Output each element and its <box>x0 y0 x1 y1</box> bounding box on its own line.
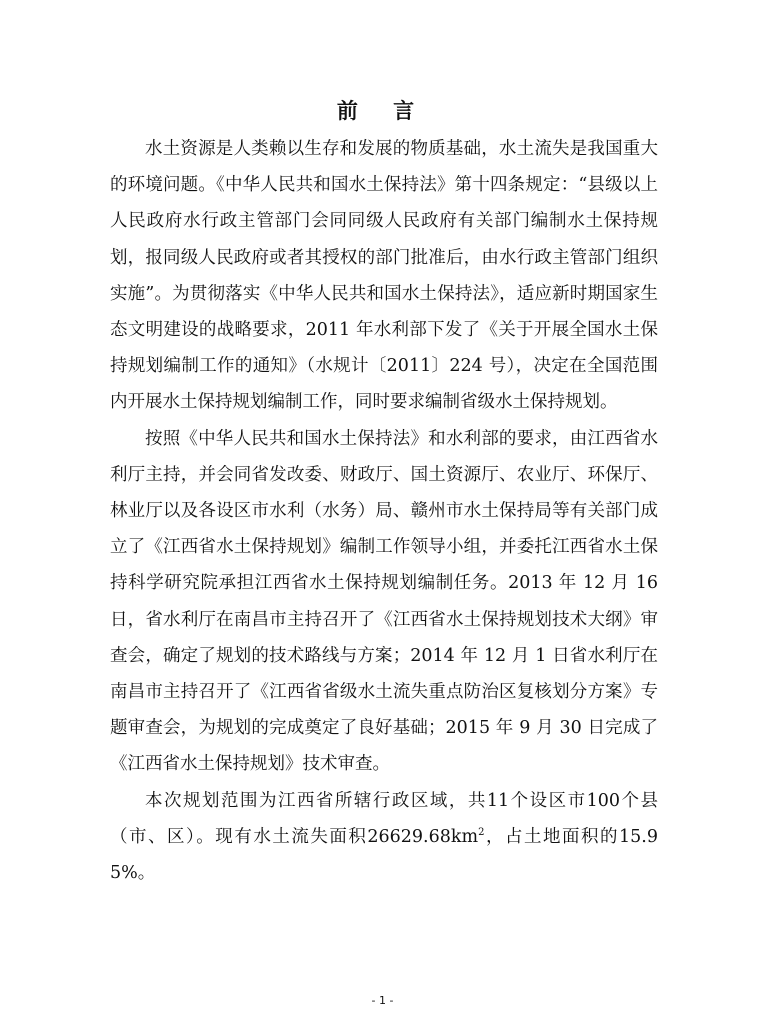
superscript-2: 2 <box>478 827 485 839</box>
paragraph-1: 水土资源是人类赖以生存和发展的物质基础，水土流失是我国重大的环境问题。《中华人民共和国水土保持法》第十四条规定：“县级以上人民政府水行政主管部门会同同级人民政府有关部门编制水土保持规划，报同级人民政府或者其授权的部门批准后，由水行政主管部门组织实施”。为贯彻落实《中华人民共和国水土保持法》，适应新时期国家生态文明建设的战略要求，2011 年水利部下发了《关于开展全国水土保持规划编制工作的通知》（水规计〔2011〕224 号），决定在全国范围内开展水土保持规划编制工作，同时要求编制省级水土保持规划。 <box>110 139 658 413</box>
paragraph-3-text: 本次规划范围为江西省所辖行政区域，共11个设区市100个县（市、区）。现有水土流失面积26629.68km <box>110 790 658 847</box>
document-title: 前 言 <box>336 99 429 123</box>
paragraph-3-tail: ，占土地面积的15.95%。 <box>110 826 658 884</box>
paragraph-2: 按照《中华人民共和国水土保持法》和水利部的要求，由江西省水利厅主持，并会同省发改委、财政厅、国土资源厅、农业厅、环保厅、林业厅以及各设区市水利（水务）局、赣州市水土保持局等有关部门成立了《江西省水土保持规划》编制工作领导小组，并委托江西省水土保持科学研究院承担江西省水土保持规划编制任务。2013 年 12 月 16 日，省水利厅在南昌市主持召开了《江西省水土保持规划技术大纲》审查会，确定了规划的技术路线与方案；2014 年 12 月 1 日省水利厅在南昌市主持召开了《江西省省级水土流失重点防治区复核划分方案》专题审查会，为规划的完成奠定了良好基础；2015 年 9 月 30 日完成了《江西省水土保持规划》技术审查。 <box>110 428 658 775</box>
page-number: - 1 - <box>371 994 394 1007</box>
document-body <box>110 131 658 891</box>
paragraph-3 <box>110 783 658 892</box>
